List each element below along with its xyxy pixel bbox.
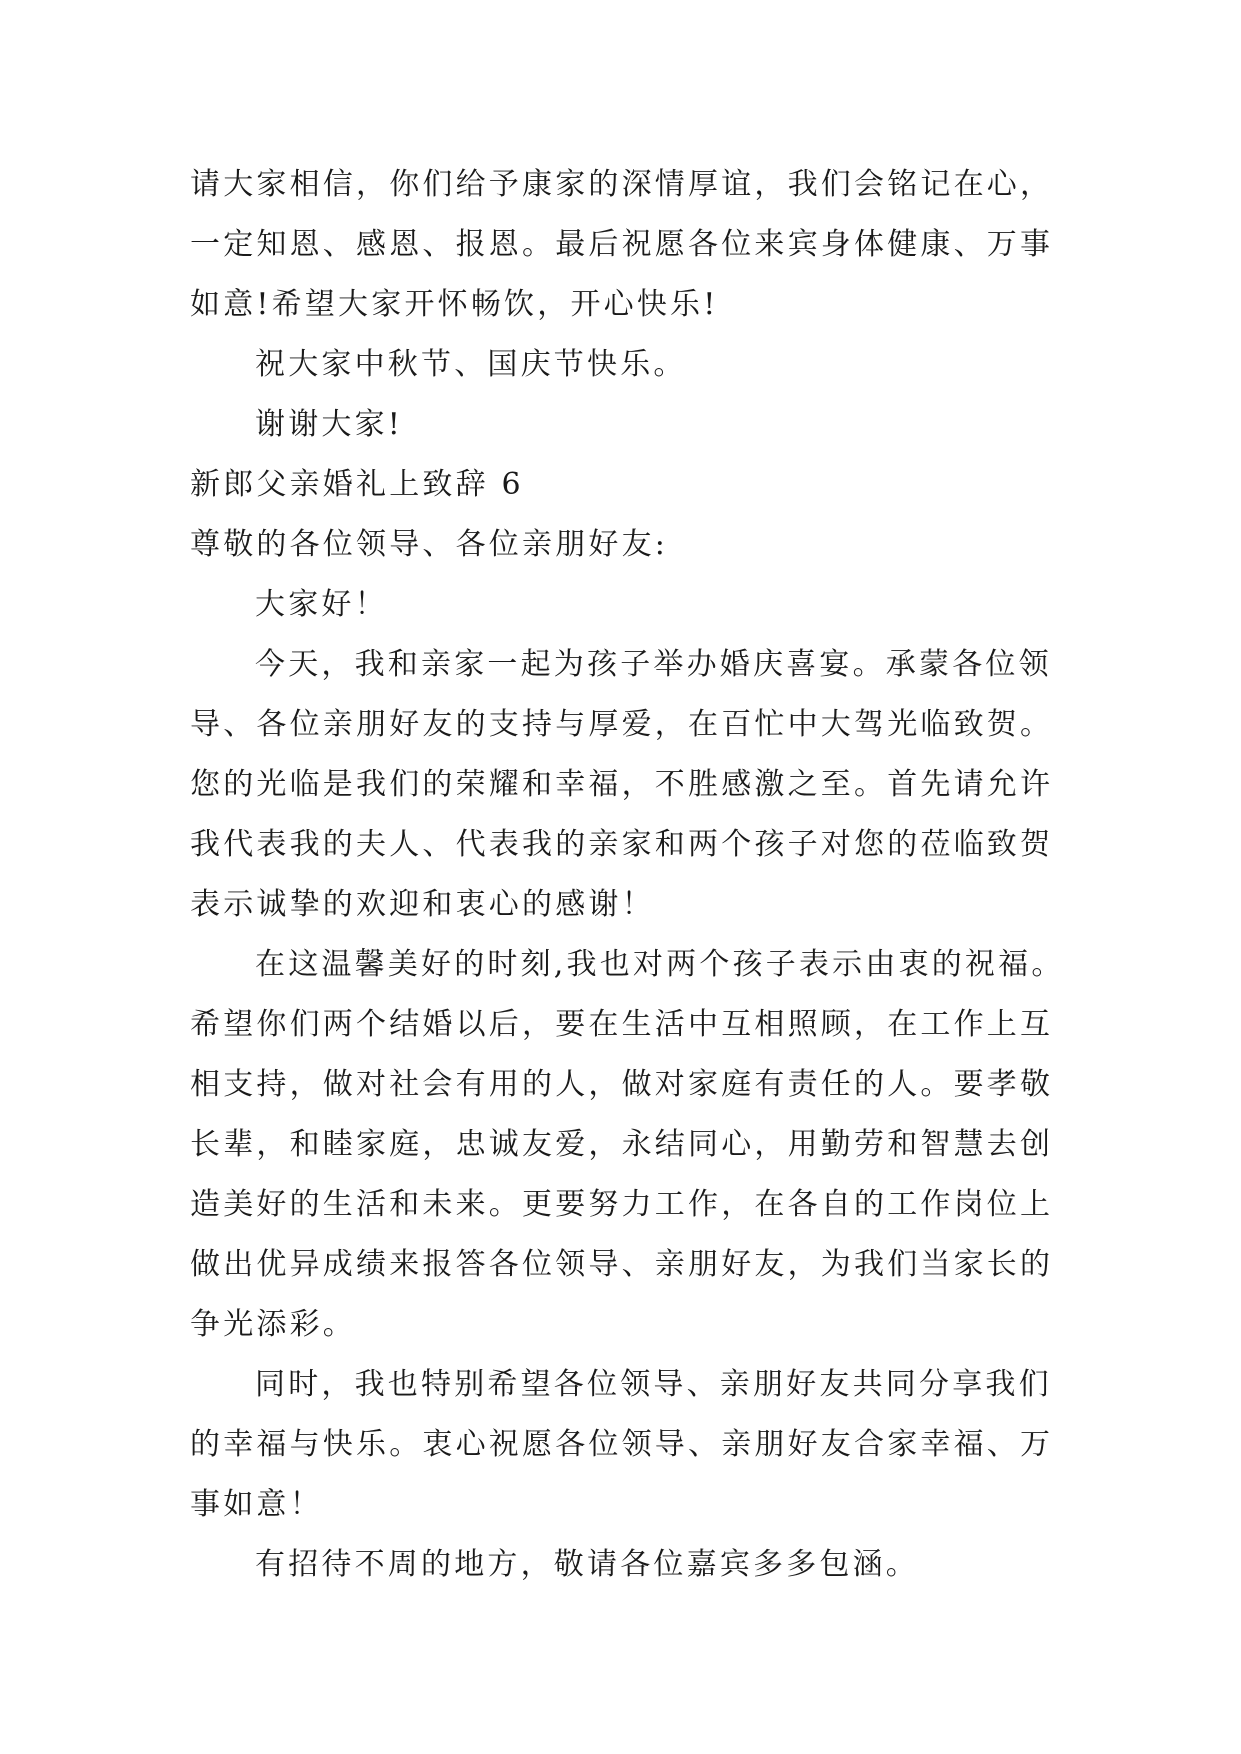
text-line: 新郎父亲婚礼上致辞 6 [190, 467, 524, 502]
text-line: 一定知恩、感恩、报恩。最后祝愿各位来宾身体健康、万事 [190, 227, 1054, 262]
document-body [190, 155, 1065, 1595]
text-line: 希望你们两个结婚以后，要在生活中互相照顾，在工作上互 [190, 1007, 1054, 1042]
text-line: 造美好的生活和未来。更要努力工作，在各自的工作岗位上 [190, 1187, 1054, 1222]
text-line: 做出优异成绩来报答各位领导、亲朋好友，为我们当家长的 [190, 1247, 1054, 1282]
text-line: 祝大家中秋节、国庆节快乐。 [255, 347, 687, 382]
text-line: 有招待不周的地方，敬请各位嘉宾多多包涵。 [255, 1547, 919, 1582]
text-line: 今天，我和亲家一起为孩子举办婚庆喜宴。承蒙各位领 [255, 647, 1052, 682]
text-line: 事如意！ [190, 1487, 323, 1522]
text-line: 相支持，做对社会有用的人，做对家庭有责任的人。要孝敬 [190, 1067, 1054, 1102]
text-line: 您的光临是我们的荣耀和幸福，不胜感激之至。首先请允许 [190, 767, 1054, 802]
text-line: 如意!希望大家开怀畅饮，开心快乐! [190, 287, 719, 322]
text-line: 在这温馨美好的时刻,我也对两个孩子表示由衷的祝福。 [255, 947, 1065, 982]
text-line: 尊敬的各位领导、各位亲朋好友: [190, 527, 669, 562]
text-line: 请大家相信，你们给予康家的深情厚谊，我们会铭记在心， [190, 167, 1054, 202]
text-line: 争光添彩。 [190, 1307, 356, 1342]
text-line: 表示诚挚的欢迎和衷心的感谢！ [190, 887, 655, 922]
text-line: 长辈，和睦家庭，忠诚友爱，永结同心，用勤劳和智慧去创 [190, 1127, 1054, 1162]
text-line: 谢谢大家! [255, 407, 404, 442]
text-line: 的幸福与快乐。衷心祝愿各位领导、亲朋好友合家幸福、万 [190, 1427, 1054, 1462]
text-line: 大家好！ [255, 587, 388, 622]
text-line: 导、各位亲朋好友的支持与厚爱，在百忙中大驾光临致贺。 [190, 707, 1054, 742]
text-line: 我代表我的夫人、代表我的亲家和两个孩子对您的莅临致贺 [190, 827, 1054, 862]
text-line: 同时，我也特别希望各位领导、亲朋好友共同分享我们 [255, 1367, 1052, 1402]
